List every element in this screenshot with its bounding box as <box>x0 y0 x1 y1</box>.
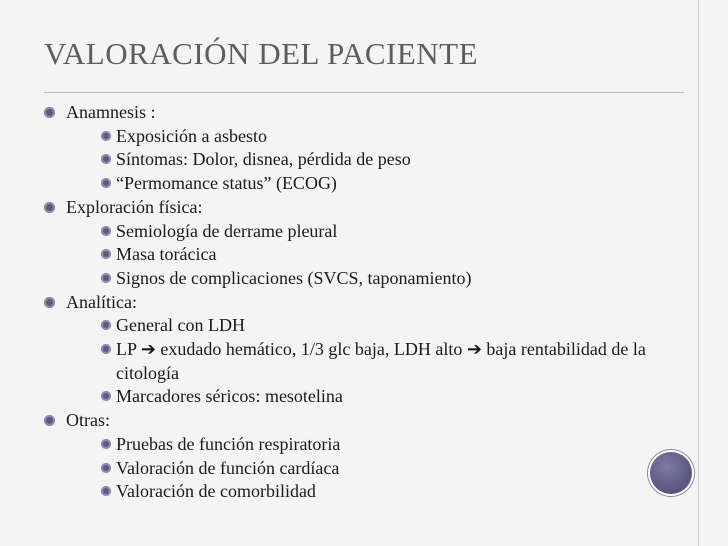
right-divider <box>698 0 699 546</box>
sub-list-item <box>99 314 684 338</box>
circle-bullet-icon <box>101 249 111 259</box>
sub-item-text: Síntomas: Dolor, disnea, pérdida de peso <box>116 149 411 170</box>
list-item-otras <box>44 409 684 504</box>
sub-list-item <box>99 267 684 291</box>
sub-list-item <box>99 338 684 385</box>
sub-item-text: Pruebas de función respiratoria <box>116 433 341 454</box>
circle-bullet-icon <box>101 391 111 401</box>
circle-bullet-icon <box>101 273 111 283</box>
list-item-analitica <box>44 291 684 410</box>
sub-list-item <box>99 172 684 196</box>
section-label: Anamnesis : <box>66 102 156 122</box>
circle-bullet-icon <box>44 415 55 426</box>
section-label: Otras: <box>66 410 110 431</box>
circle-bullet-icon <box>101 154 111 164</box>
circle-bullet-icon <box>101 463 111 473</box>
sub-item-text: Valoración de función cardíaca <box>116 457 340 478</box>
circle-bullet-icon <box>101 439 111 449</box>
sub-item-text: Signos de complicaciones (SVCS, taponamiento) <box>116 267 472 288</box>
sub-item-text: Semiología de derrame pleural <box>116 220 338 241</box>
sub-item-text: LP ➔ exudado hemático, 1/3 glc baja, LDH alto ➔ baja rentabilidad de la citología <box>116 339 646 383</box>
circle-bullet-icon <box>101 320 111 330</box>
circle-bullet-icon <box>101 178 111 188</box>
bullet-list <box>44 101 684 504</box>
sub-list-item <box>99 457 684 481</box>
sub-item-text: Exposición a asbesto <box>116 125 267 146</box>
section-label: Exploración física: <box>66 196 203 217</box>
sub-list <box>99 314 684 409</box>
sub-list <box>99 125 684 196</box>
circle-bullet-icon <box>101 131 111 141</box>
list-item-anamnesis <box>44 101 684 196</box>
sub-list-item <box>99 433 684 457</box>
sub-list-item <box>99 480 684 504</box>
list-item-exploracion <box>44 196 684 291</box>
sub-item-text: General con LDH <box>116 315 245 336</box>
circle-bullet-icon <box>44 297 55 308</box>
sub-list <box>99 220 684 291</box>
circle-bullet-icon <box>101 486 111 496</box>
sub-item-text: Masa torácica <box>116 244 217 265</box>
sub-list-item <box>99 243 684 267</box>
sub-list-item <box>99 148 684 172</box>
sub-list-item <box>99 385 684 409</box>
sub-item-text: Marcadores séricos: mesotelina <box>116 386 343 407</box>
sub-list <box>99 433 684 504</box>
section-label: Analítica: <box>66 291 137 312</box>
slide-title: VALORACIÓN DEL PACIENTE <box>44 36 479 71</box>
sub-list-item <box>99 220 684 244</box>
sub-item-text: “Permomance status” (ECOG) <box>116 173 337 194</box>
circle-bullet-icon <box>44 107 55 118</box>
sub-item-text: Valoración de comorbilidad <box>116 481 316 502</box>
sub-list-item <box>99 125 684 149</box>
circle-bullet-icon <box>101 344 111 354</box>
circle-bullet-icon <box>44 202 55 213</box>
slide-content <box>44 101 684 504</box>
circle-bullet-icon <box>101 226 111 236</box>
title-divider <box>44 92 684 93</box>
